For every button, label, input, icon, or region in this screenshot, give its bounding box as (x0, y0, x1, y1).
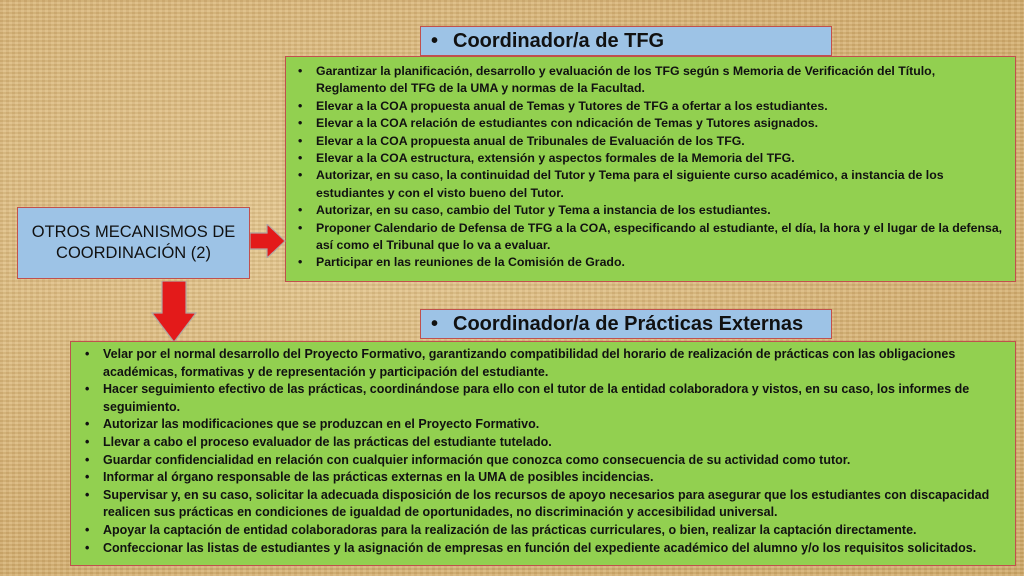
list-item: • Informar al órgano responsable de las prácticas externas en la UMA de posibles incidencias. (103, 469, 1005, 487)
other-coordination-mechanisms-box (17, 207, 250, 279)
list-item: • Autorizar las modificaciones que se produzcan en el Proyecto Formativo. (103, 416, 1005, 434)
list-item: • Guardar confidencialidad en relación con cualquier información que conozca como consecuencia de su actividad como tutor. (103, 452, 1005, 470)
external-internships-coordinator-title: Coordinador/a de Prácticas Externas (453, 313, 804, 335)
tfg-coordinator-title: Coordinador/a de TFG (453, 30, 665, 52)
internships-responsibilities-box (70, 341, 1016, 566)
list-item: • Participar en las reuniones de la Comisión de Grado. (316, 254, 1005, 271)
list-item: • Elevar a la COA propuesta anual de Tribunales de Evaluación de los TFG. (316, 133, 1005, 150)
list-item: • Autorizar, en su caso, la continuidad del Tutor y Tema para el siguiente curso académico, a instancia de los estudiantes y con el visto bueno del Tutor. (316, 167, 1005, 202)
heading-bullet: • (431, 30, 439, 52)
list-item: • Velar por el normal desarrollo del Proyecto Formativo, garantizando compatibilidad del horario de realización de prácticas con las obligaciones académicas, formativas y de representación y participación del estudiante. (103, 346, 1005, 381)
list-item: • Hacer seguimiento efectivo de las prácticas, coordinándose para ello con el tutor de la entidad colaboradora y vistos, en su caso, los informes de seguimiento. (103, 381, 1005, 416)
tfg-coordinator-heading (420, 26, 832, 56)
list-item: • Confeccionar las listas de estudiantes y la asignación de empresas en función del expediente académico del alumno y/o los requisitos solicitados. (103, 540, 1005, 558)
slide-title-line-1: OTROS MECANISMOS DE (31, 223, 236, 241)
list-item: • Elevar a la COA relación de estudiantes con ndicación de Temas y Tutores asignados. (316, 115, 1005, 132)
list-item: • Apoyar la captación de entidad colaboradoras para la realización de las prácticas curriculares, o bien, realizar la captación directamente. (103, 522, 1005, 540)
external-internships-coordinator-heading (420, 309, 832, 339)
tfg-responsibilities-list (296, 63, 1005, 272)
arrow-right-icon (250, 224, 286, 258)
heading-bullet: • (431, 313, 439, 335)
list-item: • Proponer Calendario de Defensa de TFG a la COA, especificando al estudiante, el día, la hora y el lugar de la defensa, así como el Tribunal que lo va a evaluar. (316, 220, 1005, 255)
tfg-responsibilities-box (285, 56, 1016, 282)
list-item: • Garantizar la planificación, desarrollo y evaluación de los TFG según s Memoria de Verificación del Título, Reglamento del TFG de la UMA y normas de la Facultad. (316, 63, 1005, 98)
list-item: • Supervisar y, en su caso, solicitar la adecuada disposición de los recursos de apoyo necesarios para asegurar que los estudiantes con discapacidad realicen sus prácticas en condiciones de igualdad de oportunidades, no discriminación y accesibilidad universal. (103, 487, 1005, 522)
slide-title (32, 222, 236, 264)
internships-responsibilities-list (83, 346, 1005, 557)
list-item: • Elevar a la COA estructura, extensión y aspectos formales de la Memoria del TFG. (316, 150, 1005, 167)
list-item: • Autorizar, en su caso, cambio del Tutor y Tema a instancia de los estudiantes. (316, 202, 1005, 219)
slide-title-line-2: COORDINACIÓN (2) (56, 244, 211, 262)
list-item: • Elevar a la COA propuesta anual de Temas y Tutores de TFG a ofertar a los estudiantes. (316, 98, 1005, 115)
arrow-down-icon (151, 281, 197, 343)
list-item: • Llevar a cabo el proceso evaluador de las prácticas del estudiante tutelado. (103, 434, 1005, 452)
